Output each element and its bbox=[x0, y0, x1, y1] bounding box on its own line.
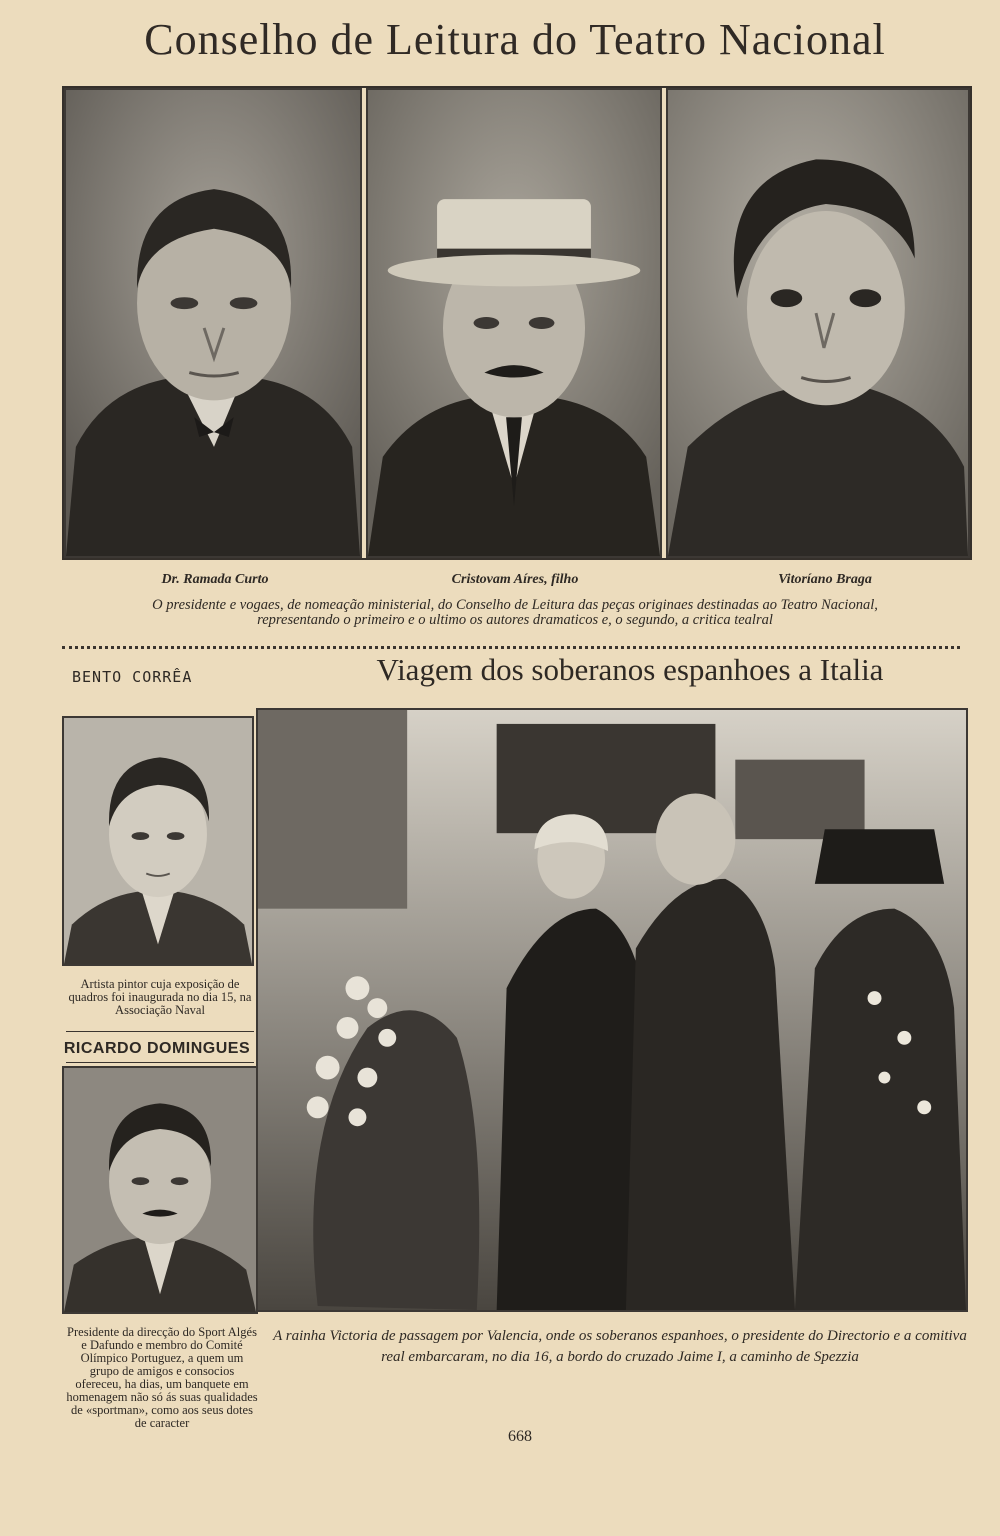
portrait-photo-bento-correa bbox=[62, 716, 254, 966]
portrait-name-3: Vitoríano Braga bbox=[778, 572, 872, 587]
section-divider bbox=[62, 646, 960, 649]
portrait-photo-ricardo-domingues bbox=[62, 1066, 258, 1314]
section-byline: BENTO CORRÊA bbox=[72, 668, 193, 686]
divider-rule bbox=[66, 1062, 254, 1063]
news-photo-queen-valencia bbox=[256, 708, 968, 1312]
subject-name: RICARDO DOMINGUES bbox=[63, 1040, 251, 1057]
portrait-photo-vitoriano-braga bbox=[666, 88, 970, 558]
portrait-name-1: Dr. Ramada Curto bbox=[161, 572, 269, 587]
domingues-caption: Presidente da direcção do Sport Algés e Dafundo e membro do Comité Olímpico Portuguez, a quem um grupo de amigos e consocios ofereceu, ha dias, um banquete em homenagem não só ás suas qualidades de «sportman», como aos seus dotes de caracter bbox=[66, 1325, 258, 1430]
portrait-caption-line-2: representando o primeiro e o ultimo os autores dramaticos e, o segundo, a critica tealral bbox=[257, 612, 773, 628]
news-photo-caption: A rainha Victoria de passagem por Valencia, onde os soberanos espanhoes, o presidente do Directorio e a comitiva real embarcaram, no dia 16, a bordo do cruzado Jaime I, a caminho de Spezzia bbox=[273, 1328, 967, 1365]
portrait-photo-ramada-curto bbox=[64, 88, 362, 558]
artist-caption: Artista pintor cuja exposição de quadros foi inaugurada no dia 15, na Associação Naval bbox=[68, 977, 252, 1017]
portrait-caption bbox=[60, 598, 970, 628]
page-title: Conselho de Leitura do Teatro Nacional bbox=[144, 15, 886, 64]
portrait-photo-cristovam-aires bbox=[366, 88, 662, 558]
divider-rule bbox=[66, 1031, 254, 1032]
page-number: 668 bbox=[508, 1428, 532, 1445]
portrait-caption-line-1: O presidente e vogaes, de nomeação ministerial, do Conselho de Leitura das peças originaes destinadas ao Teatro Nacional, bbox=[152, 597, 878, 613]
section-title: Viagem dos soberanos espanhoes a Italia bbox=[376, 652, 884, 687]
portrait-name-2: Cristovam Aíres, filho bbox=[451, 572, 579, 587]
